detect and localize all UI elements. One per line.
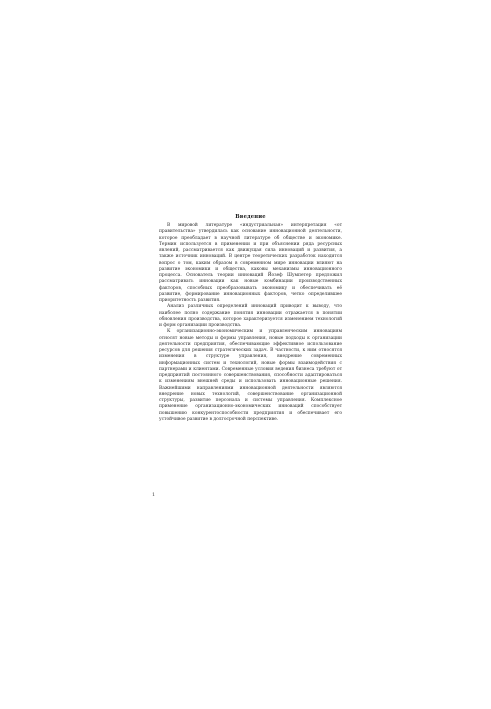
paragraph-3: К организационно-экономическим и управленческим инновациям относят новые методы и формы управления, новые подходы к организации деятельности предприятия, обеспечивающие эффективное использование ресурсов для решения стратегических задач. В частности, к ним относятся изменения в структуре управления, внедрение современных информационных систем и технологий, новые формы взаимодействия с партнерами и клиентами. Современные условия ведения бизнеса требуют от предприятий постоянного совершенствования, способности адаптироваться к изменениям внешней среды и использовать инновационные решения. Важнейшими направлениями инновационной деятельности являются внедрение новых технологий, совершенствование организационной структуры, развитие персонала и системы управления. Комплексное применение организационно-экономических инноваций способствует повышению конкурентоспособности предприятия и обеспечивает его устойчивое развитие в долгосрочной перспективе. [159,329,342,422]
document-page-text [159,214,342,423]
paragraph-1: В мировой литературе «индустриальная» интерпретация «от правительства» утвердилась как основание инновационной деятельности, которое преобладает в научной литературе об обществе и экономике. Термин используется в применении и при объяснении ряда ресурсных явлений, рассматривается как движущая сила инноваций и развития, а также источник инноваций. В центре теоретических разработок находится вопрос о том, каким образом в современном мире инновации влияют на развитие экономики и общества, каковы механизмы инновационного процесса. Основатель теории инноваций Йозеф Шумпетер предложил рассматривать инновации как новые комбинации производственных факторов, способных преобразовывать экономику и обеспечивать её развитие, формирование инновационных факторов, четко определившее приоритетность развития. [159,223,342,303]
section-heading: Введение [235,214,266,220]
footnote-mark: 1 [152,492,156,498]
paragraph-2: Анализ различных определений инноваций приводит к выводу, что наиболее полно содержание понятия инновации отражается в понятии обновления производства, которое характеризуется изменением технологий и форм организации производства. [159,304,342,328]
